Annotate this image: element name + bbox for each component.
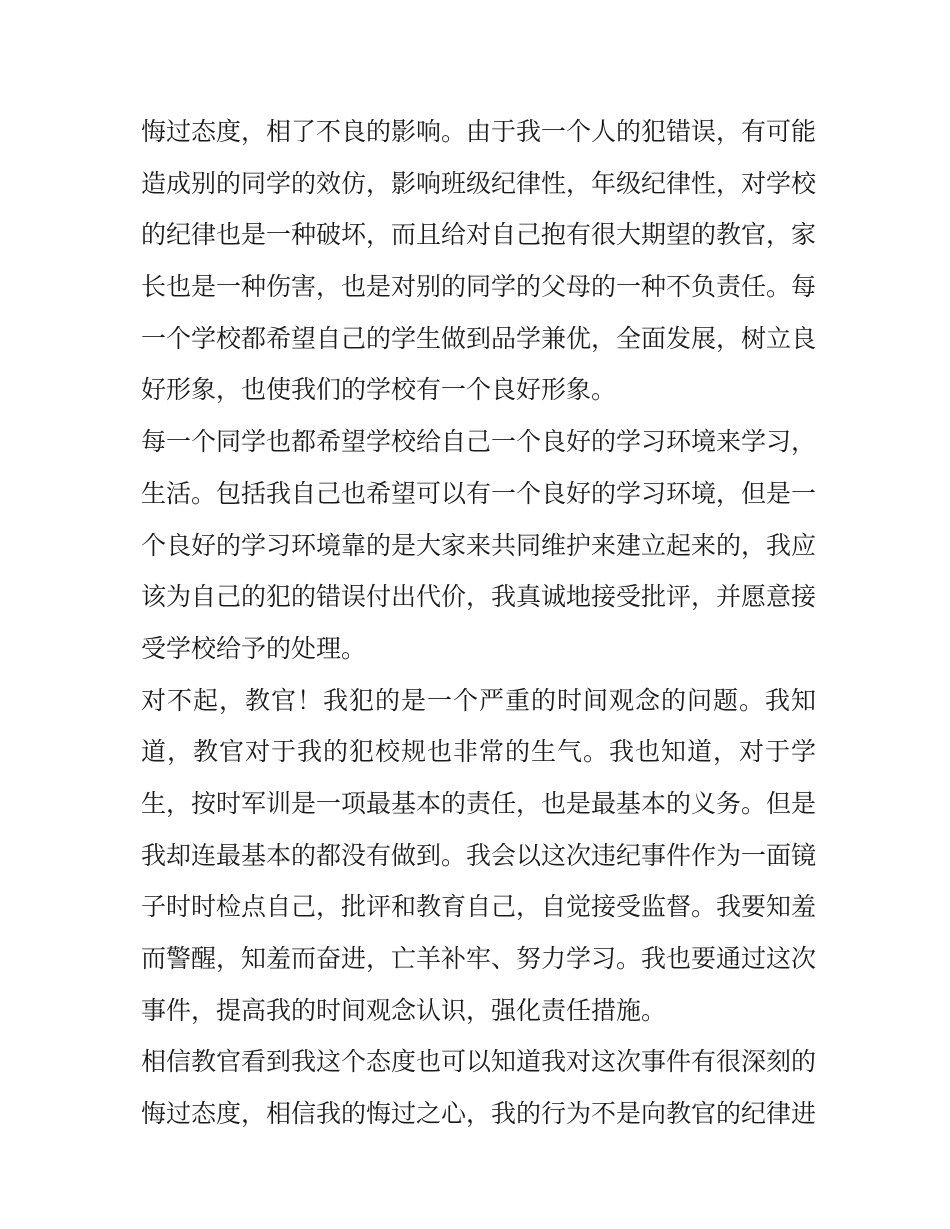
text-line: 该为自己的犯的错误付出代价，我真诚地接受批评，并愿意接 [141, 582, 817, 612]
text-line: 生活。包括我自己也希望可以有一个良好的学习环境，但是一 [141, 478, 817, 508]
text-line: 事件，提高我的时间观念认识，强化责任措施。 [141, 995, 667, 1025]
text-line: 道，教官对于我的犯校规也非常的生气。我也知道，对于学 [141, 737, 816, 767]
paragraph-3 [141, 675, 816, 1037]
paragraph-4 [141, 1036, 816, 1139]
text-line: 每一个同学也都希望学校给自己一个良好的学习环境来学习， [141, 427, 817, 457]
document-body [141, 106, 816, 1140]
text-line: 对不起，教官！我犯的是一个严重的时间观念的问题。我知 [141, 685, 816, 715]
text-line: 悔过态度，相信我的悔过之心，我的行为不是向教官的纪律进 [141, 1099, 817, 1129]
text-line: 长也是一种伤害，也是对别的同学的父母的一种不负责任。每 [141, 272, 817, 302]
text-line: 而警醒，知羞而奋进，亡羊补牢、努力学习。我也要通过这次 [141, 944, 817, 973]
text-line: 好形象，也使我们的学校有一个良好形象。 [141, 375, 617, 405]
text-line: 悔过态度，相了不良的影响。由于我一个人的犯错误，有可能 [141, 117, 817, 146]
paragraph-1 [141, 106, 816, 416]
text-line: 子时时检点自己，批评和教育自己，自觉接受监督。我要知羞 [141, 892, 817, 922]
text-line: 个良好的学习环境靠的是大家来共同维护来建立起来的，我应 [141, 530, 817, 560]
text-line: 的纪律也是一种破坏，而且给对自己抱有很大期望的教官，家 [141, 220, 817, 250]
paragraph-2 [141, 416, 816, 674]
text-line: 我却连最基本的都没有做到。我会以这次违纪事件作为一面镜 [141, 840, 817, 870]
text-line: 受学校给予的处理。 [141, 633, 367, 663]
text-line: 生，按时军训是一项最基本的责任，也是最基本的义务。但是 [141, 788, 817, 818]
text-line: 一个学校都希望自己的学生做到品学兼优，全面发展，树立良 [141, 323, 817, 353]
text-line: 造成别的同学的效仿，影响班级纪律性，年级纪律性，对学校 [141, 168, 817, 198]
text-line: 相信教官看到我这个态度也可以知道我对这次事件有很深刻的 [141, 1047, 817, 1077]
